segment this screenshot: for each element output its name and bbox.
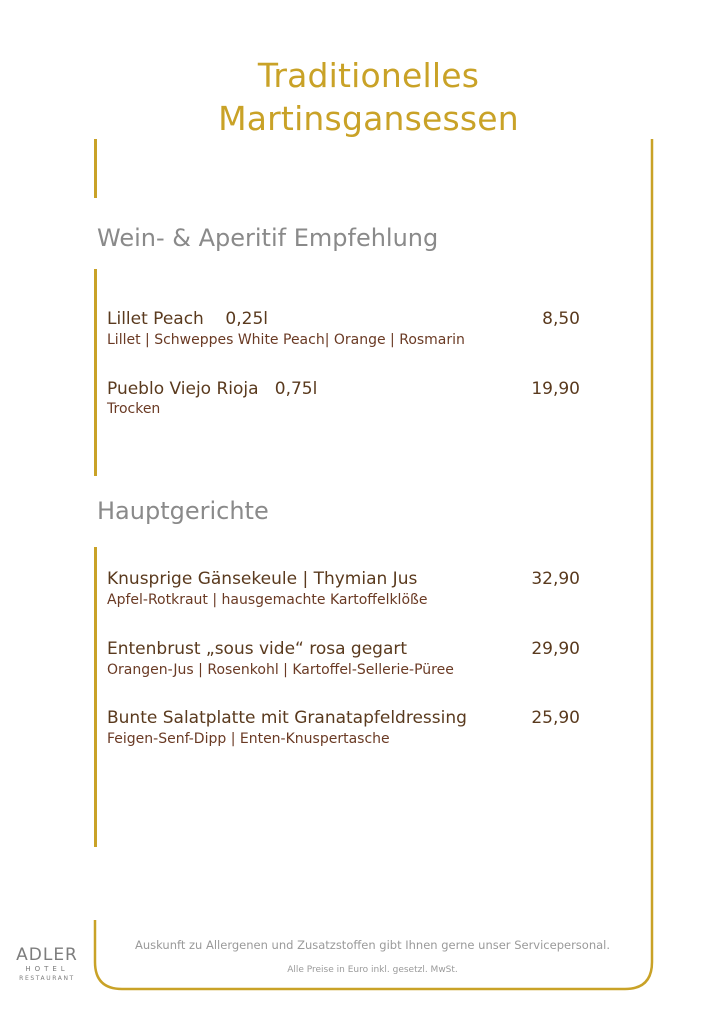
menu-item-name: Pueblo Viejo Rioja 0,75l [107,379,318,399]
divider-top-left [94,139,97,198]
section-heading-wine: Wein- & Aperitif Empfehlung [97,224,439,252]
menu-title-line2: Martinsgansessen [218,99,519,138]
menu-item-description: Apfel-Rotkraut | hausgemachte Kartoffelklöße [107,592,428,608]
menu-item-price: 29,90 [531,639,580,659]
logo-name: ADLER [16,945,78,965]
divider-section2 [94,547,97,847]
section-heading-main: Hauptgerichte [97,497,269,525]
menu-item-description: Orangen-Jus | Rosenkohl | Kartoffel-Sellerie-Püree [107,662,454,678]
divider-section1 [94,269,97,476]
allergen-note: Auskunft zu Allergenen und Zusatzstoffen gibt Ihnen gerne unser Servicepersonal. [134,938,611,952]
adler-logo [12,946,82,983]
menu-item-description: Lillet | Schweppes White Peach| Orange | Rosmarin [107,332,465,348]
menu-item-price: 25,90 [531,708,580,728]
menu-item-name: Lillet Peach 0,25l [107,309,269,329]
menu-item-description: Trocken [107,401,161,417]
menu-item-name: Bunte Salatplatte mit Granatapfeldressing [107,708,467,728]
menu-item-name: Entenbrust „sous vide“ rosa gegart [107,639,408,659]
price-note: Alle Preise in Euro inkl. gesetzl. MwSt. [287,965,458,975]
frame-right-bottom-border [95,139,652,989]
menu-item-description: Feigen-Senf-Dipp | Enten-Knuspertasche [107,731,390,747]
logo-restaurant: RESTAURANT [19,975,75,982]
menu-item-price: 32,90 [531,569,580,589]
menu-title-line1: Traditionelles [257,56,480,95]
menu-item-name: Knusprige Gänsekeule | Thymian Jus [107,569,418,589]
logo-hotel: HOTEL [25,965,69,973]
menu-item-price: 19,90 [531,379,580,399]
menu-item-price: 8,50 [542,309,580,329]
